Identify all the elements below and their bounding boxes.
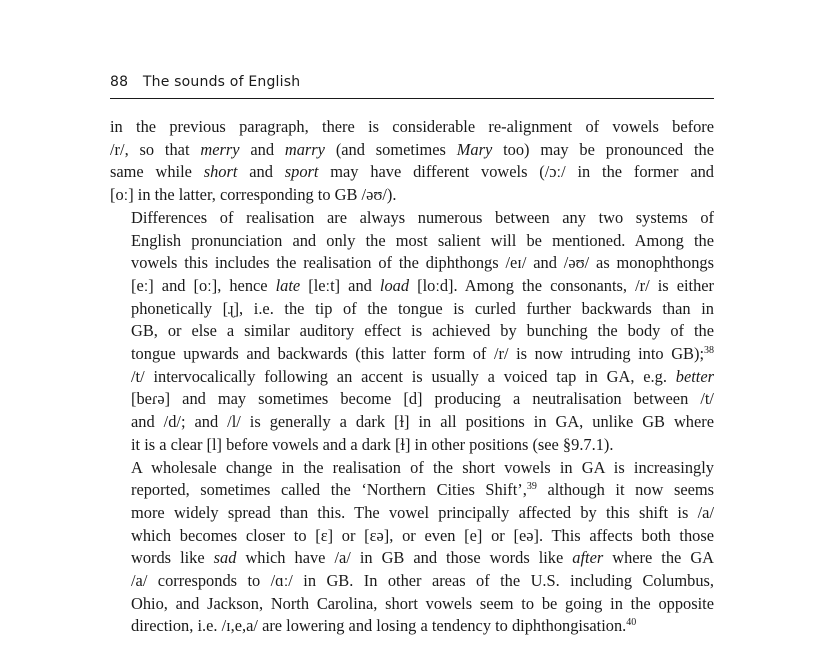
italic-term: after — [572, 548, 604, 568]
text-run: same while — [110, 162, 204, 182]
text-line — [110, 298, 714, 321]
page-number: 88 — [110, 74, 129, 90]
text-line — [110, 434, 714, 457]
text-line — [110, 207, 714, 230]
italic-term: load — [379, 275, 410, 295]
text-line — [110, 479, 714, 502]
text-line — [110, 525, 714, 548]
text-line — [110, 161, 714, 184]
italic-term: marry — [284, 139, 325, 159]
text-line — [110, 366, 714, 389]
header-rule — [110, 98, 714, 99]
text-run: Differences of realisation are always numerous between any two systems of — [131, 207, 714, 227]
text-run: although it now seems — [536, 480, 714, 500]
text-run: tongue upwards and backwards (this latter form of /r/ is now intruding into GB); — [131, 344, 704, 364]
text-line — [110, 615, 714, 638]
text-run: [leːt] and — [300, 275, 380, 295]
text-run: and /d/; and /l/ is generally a dark [ɫ] in all positions in GA, unlike GB where — [131, 412, 714, 432]
italic-term: sad — [213, 548, 237, 568]
text-run: /t/ intervocalically following an accent is usually a voiced tap in GA, e.g. — [131, 366, 676, 386]
italic-term: short — [203, 162, 238, 182]
text-run: phonetically [ɻ], i.e. the tip of the tongue is curled further backwards than in — [131, 298, 714, 318]
body-text — [110, 116, 714, 638]
text-run: [loːd]. Among the consonants, /r/ is either — [409, 275, 715, 295]
text-run: [oː] in the latter, corresponding to GB /əʊ/). — [110, 185, 397, 205]
text-run: /r/, so that — [110, 139, 201, 159]
paragraph — [110, 116, 714, 207]
text-run: where the GA — [603, 548, 714, 568]
text-line — [110, 411, 714, 434]
text-run: Ohio, and Jackson, North Carolina, short vowels seem to be going in the opposite — [131, 593, 714, 613]
text-run: and — [237, 162, 285, 182]
text-run: reported, sometimes called the ‘Northern Cities Shift’, — [131, 480, 527, 500]
text-run: it is a clear [l] before vowels and a dark [ɫ] in other positions (see §9.7.1). — [131, 434, 614, 454]
text-line — [110, 457, 714, 480]
text-run: /a/ corresponds to /ɑː/ in GB. In other areas of the U.S. including Columbus, — [131, 571, 714, 591]
text-run: [eː] and [oː], hence — [131, 275, 276, 295]
text-run: in the previous paragraph, there is considerable re-alignment of vowels before — [110, 117, 714, 136]
text-line — [110, 252, 714, 275]
text-line — [110, 388, 714, 411]
footnote-marker: 40 — [626, 617, 637, 629]
italic-term: late — [275, 275, 301, 295]
text-line — [110, 116, 714, 139]
text-run: GB, or else a similar auditory effect is achieved by bunching the body of the — [131, 321, 714, 341]
text-line — [110, 275, 714, 298]
italic-term: better — [675, 366, 714, 386]
text-run: English pronunciation and only the most salient will be mentioned. Among the — [131, 230, 714, 250]
text-run: words like — [131, 548, 214, 568]
text-run: A wholesale change in the realisation of the short vowels in GA is increasingly — [131, 457, 714, 477]
text-line — [110, 593, 714, 616]
text-line — [110, 320, 714, 343]
text-run: direction, i.e. /ɪ,e,a/ are lowering and losing a tendency to diphthongisation. — [131, 616, 627, 636]
italic-term: sport — [284, 162, 319, 182]
text-line — [110, 502, 714, 525]
italic-term: Mary — [456, 139, 493, 159]
text-run: more widely spread than this. The vowel principally affected by this shift is /a/ — [131, 502, 714, 522]
italic-term: merry — [200, 139, 240, 159]
text-line — [110, 570, 714, 593]
running-header — [110, 74, 714, 90]
text-run: too) may be pronounced the — [492, 139, 714, 159]
text-line — [110, 343, 714, 366]
text-run: (and sometimes — [324, 139, 457, 159]
text-run: which becomes closer to [ɛ] or [ɛə], or even [e] or [eə]. This affects both those — [131, 525, 714, 545]
text-run: [beɾə] and may sometimes become [d] producing a neutralisation between /t/ — [131, 389, 714, 409]
text-run: may have different vowels (/ɔː/ in the former and — [318, 162, 714, 182]
text-line — [110, 184, 714, 207]
footnote-marker: 38 — [704, 345, 714, 357]
text-run: and — [239, 139, 285, 159]
running-title: The sounds of English — [142, 74, 301, 90]
paragraph — [110, 207, 714, 457]
text-line — [110, 547, 714, 570]
text-line — [110, 139, 714, 162]
paragraph — [110, 457, 714, 639]
text-run: vowels this includes the realisation of the diphthongs /eɪ/ and /əʊ/ as monophthongs — [131, 253, 714, 273]
text-line — [110, 230, 714, 253]
footnote-marker: 39 — [526, 481, 537, 493]
text-run: which have /a/ in GB and those words like — [236, 548, 573, 568]
